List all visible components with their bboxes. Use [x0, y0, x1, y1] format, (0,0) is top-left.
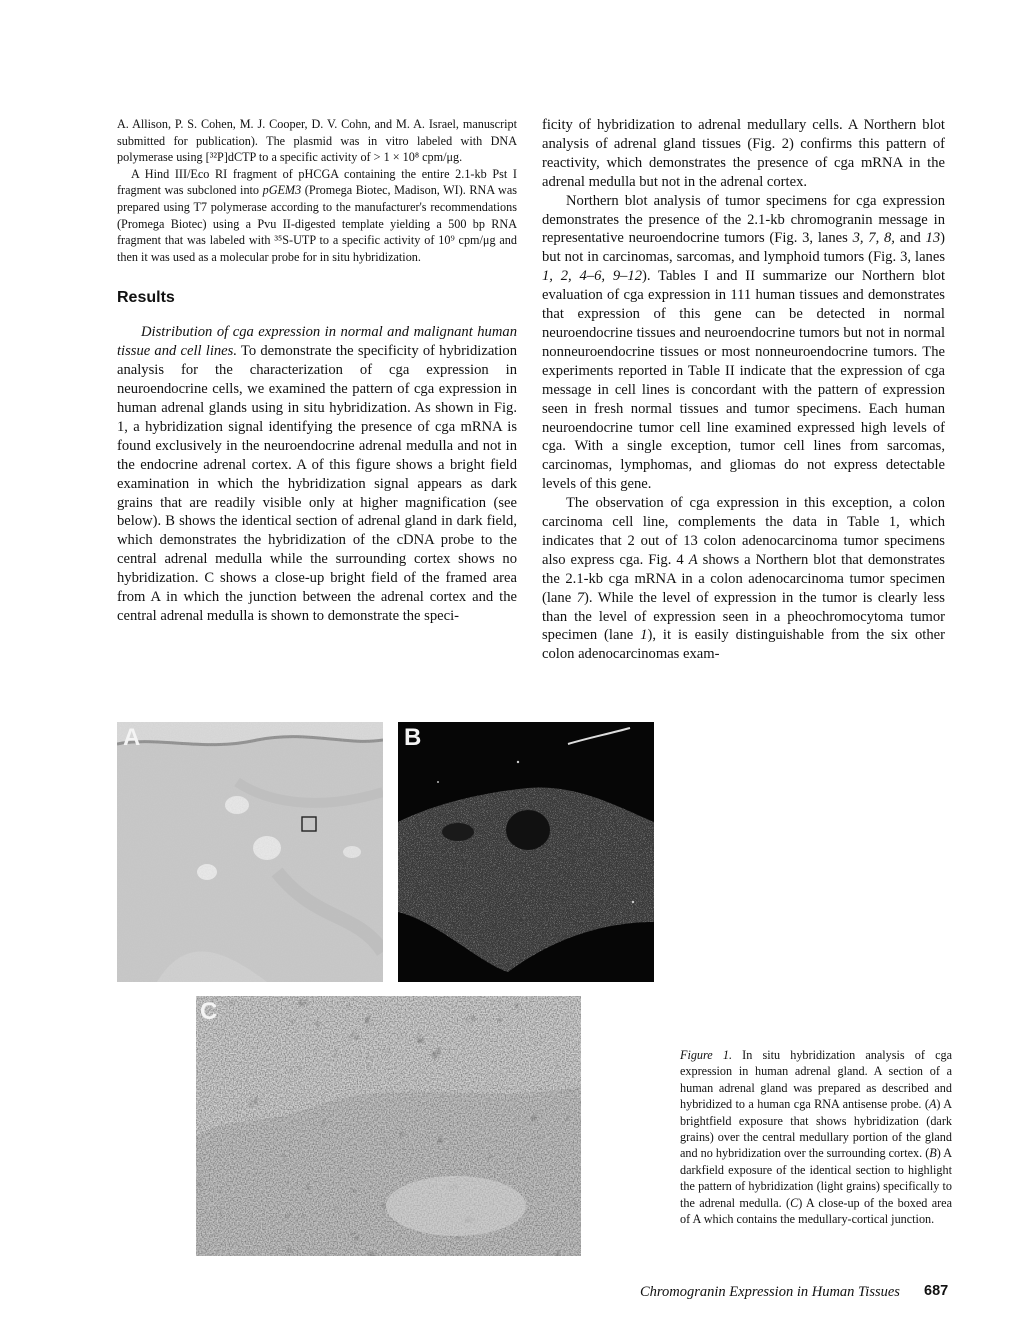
panel-c-micrograph: [196, 996, 581, 1256]
panel-a-label: A: [123, 724, 141, 751]
results-subheading: Distribution of cga expression in normal and malignant human tissue and cell lines.: [117, 324, 517, 360]
panel-c-label: C: [200, 998, 218, 1025]
results-paragraph-1: Distribution of cga expression in normal and malignant human tissue and cell lines. To demonstrate the specificity of hybridization analysis for the characterization of cga expression in neuroendocrine cells, we examined the pattern of cga expression in human adrenal glands using in situ hybridization. As shown in Fig. 1, a hybridization signal identifying the presence of cga mRNA is found exclusively in the neuroendocrine adrenal medulla and not in the endocrine adrenal cortex. A of this figure shows a bright field examination in which the hybridization signal appears as dark grains that are readily visible only at higher magnification (see below). B shows the identical section of adrenal gland in dark field, which demonstrates the hybridization of the cDNA probe to the central adrenal medulla while the surrounding cortex shows no hybridization. C shows a close-up bright field of the framed area from A in which the junction between the adrenal cortex and the central adrenal medulla is shown to demonstrate the speci-: [117, 324, 517, 624]
methods-paragraph-2: A Hind III/Eco RI fragment of pHCGA containing the entire 2.1-kb Pst I fragment was subcloned into pGEM3 (Promega Biotec, Madison, WI). RNA was prepared using T7 polymerase according to the manufacturer's recommendations (Promega Biotec) using a Pvu II-digested template yielding a 500 bp RNA fragment that was labeled with ³⁵S-UTP to a specific activity of 10⁹ cpm/μg and then it was used as a molecular probe for in situ hybridization.: [117, 166, 517, 264]
results-text: [117, 323, 517, 626]
right-column: [542, 116, 945, 664]
running-title: Chromogranin Expression in Human Tissues: [640, 1284, 900, 1300]
right-paragraph-2: Northern blot analysis of tumor specimens for cga expression demonstrates the presence of the 2.1-kb chromogranin message in representative neuroendocrine tumors (Fig. 3, lanes 3, 7, 8, and 13) but not in carcinomas, sarcomas, and lymphoid tumors (Fig. 3, lanes 1, 2, 4–6, 9–12). Tables I and II summarize our Northern blot evaluation of cga expression in 111 human tissues and demonstrates that expression of this gene can be detected in normal neuroendocrine tissues and neuroendocrine tumors but not in normal nonneuroendocrine tissues or most nonneuroendocrine tumors. The experiments reported in Table II indicate that the expression of cga message in cell lines is concordant with the pattern of expression seen in fresh normal tissues and tumor specimens. Each human neuroendocrine tumor cell line examined expressed high levels of cga. With a single exception, tumor cell lines from sarcomas, carcinomas, lymphomas, and gliomas do not express detectable levels of this gene.: [542, 192, 946, 493]
left-column: [117, 116, 517, 626]
vector-name: pGEM3: [262, 183, 302, 198]
right-paragraph-3: The observation of cga expression in this exception, a colon carcinoma cell line, complements the data in Table 1, which indicates that 2 out of 13 colon adenocarcinoma tumor specimens also express cga. Fig. 4 A shows a Northern blot that demonstrates the 2.1-kb cga mRNA in a colon adenocarcinoma tumor specimen (lane 7). While the level of expression in the tumor is clearly less than the level of expression seen in a pheochromocytoma tumor specimen (lane 1), it is easily distinguishable from the six other colon adenocarcinomas exam-: [542, 495, 945, 663]
figure-panel-b: [398, 722, 654, 982]
caption-title: Figure 1.: [680, 1048, 733, 1062]
methods-text: [117, 116, 517, 265]
page-number: 687: [924, 1283, 949, 1299]
results-heading: Results: [117, 289, 175, 307]
methods-paragraph-1: A. Allison, P. S. Cohen, M. J. Cooper, D. V. Cohn, and M. A. Israel, manuscript submitted for publication). The plasmid was in vitro labeled with DNA polymerase using [³²P]dCTP to a specific activity of > 1 × 10⁸ cpm/μg.: [117, 117, 517, 165]
right-paragraph-1: ficity of hybridization to adrenal medullary cells. A Northern blot analysis of adrenal gland tissues (Fig. 2) confirms this pattern of reactivity, which demonstrates the presence of cga mRNA in the adrenal medulla but not in the adrenal cortex.: [542, 117, 945, 190]
panel-b-label: B: [404, 724, 422, 751]
figure-panel-c: [196, 996, 581, 1256]
figure-caption: Figure 1. In situ hybridization analysis of cga expression in human adrenal gland. A section of a human adrenal gland was prepared as described and hybridized to a human cga RNA antisense probe. (A) A brightfield exposure that shows hybridization (dark grains) over the central medullary portion of the gland and no hybridization over the surrounding cortex. (B) A darkfield exposure of the identical section to highlight the pattern of hybridization (light grains) specifically to the adrenal medulla. (C) A close-up of the boxed area of A which contains the medullary-cortical junction.: [680, 1048, 953, 1227]
panel-b-micrograph: [398, 722, 654, 982]
panel-a-micrograph: [117, 722, 383, 982]
figure-panel-a: [117, 722, 383, 982]
